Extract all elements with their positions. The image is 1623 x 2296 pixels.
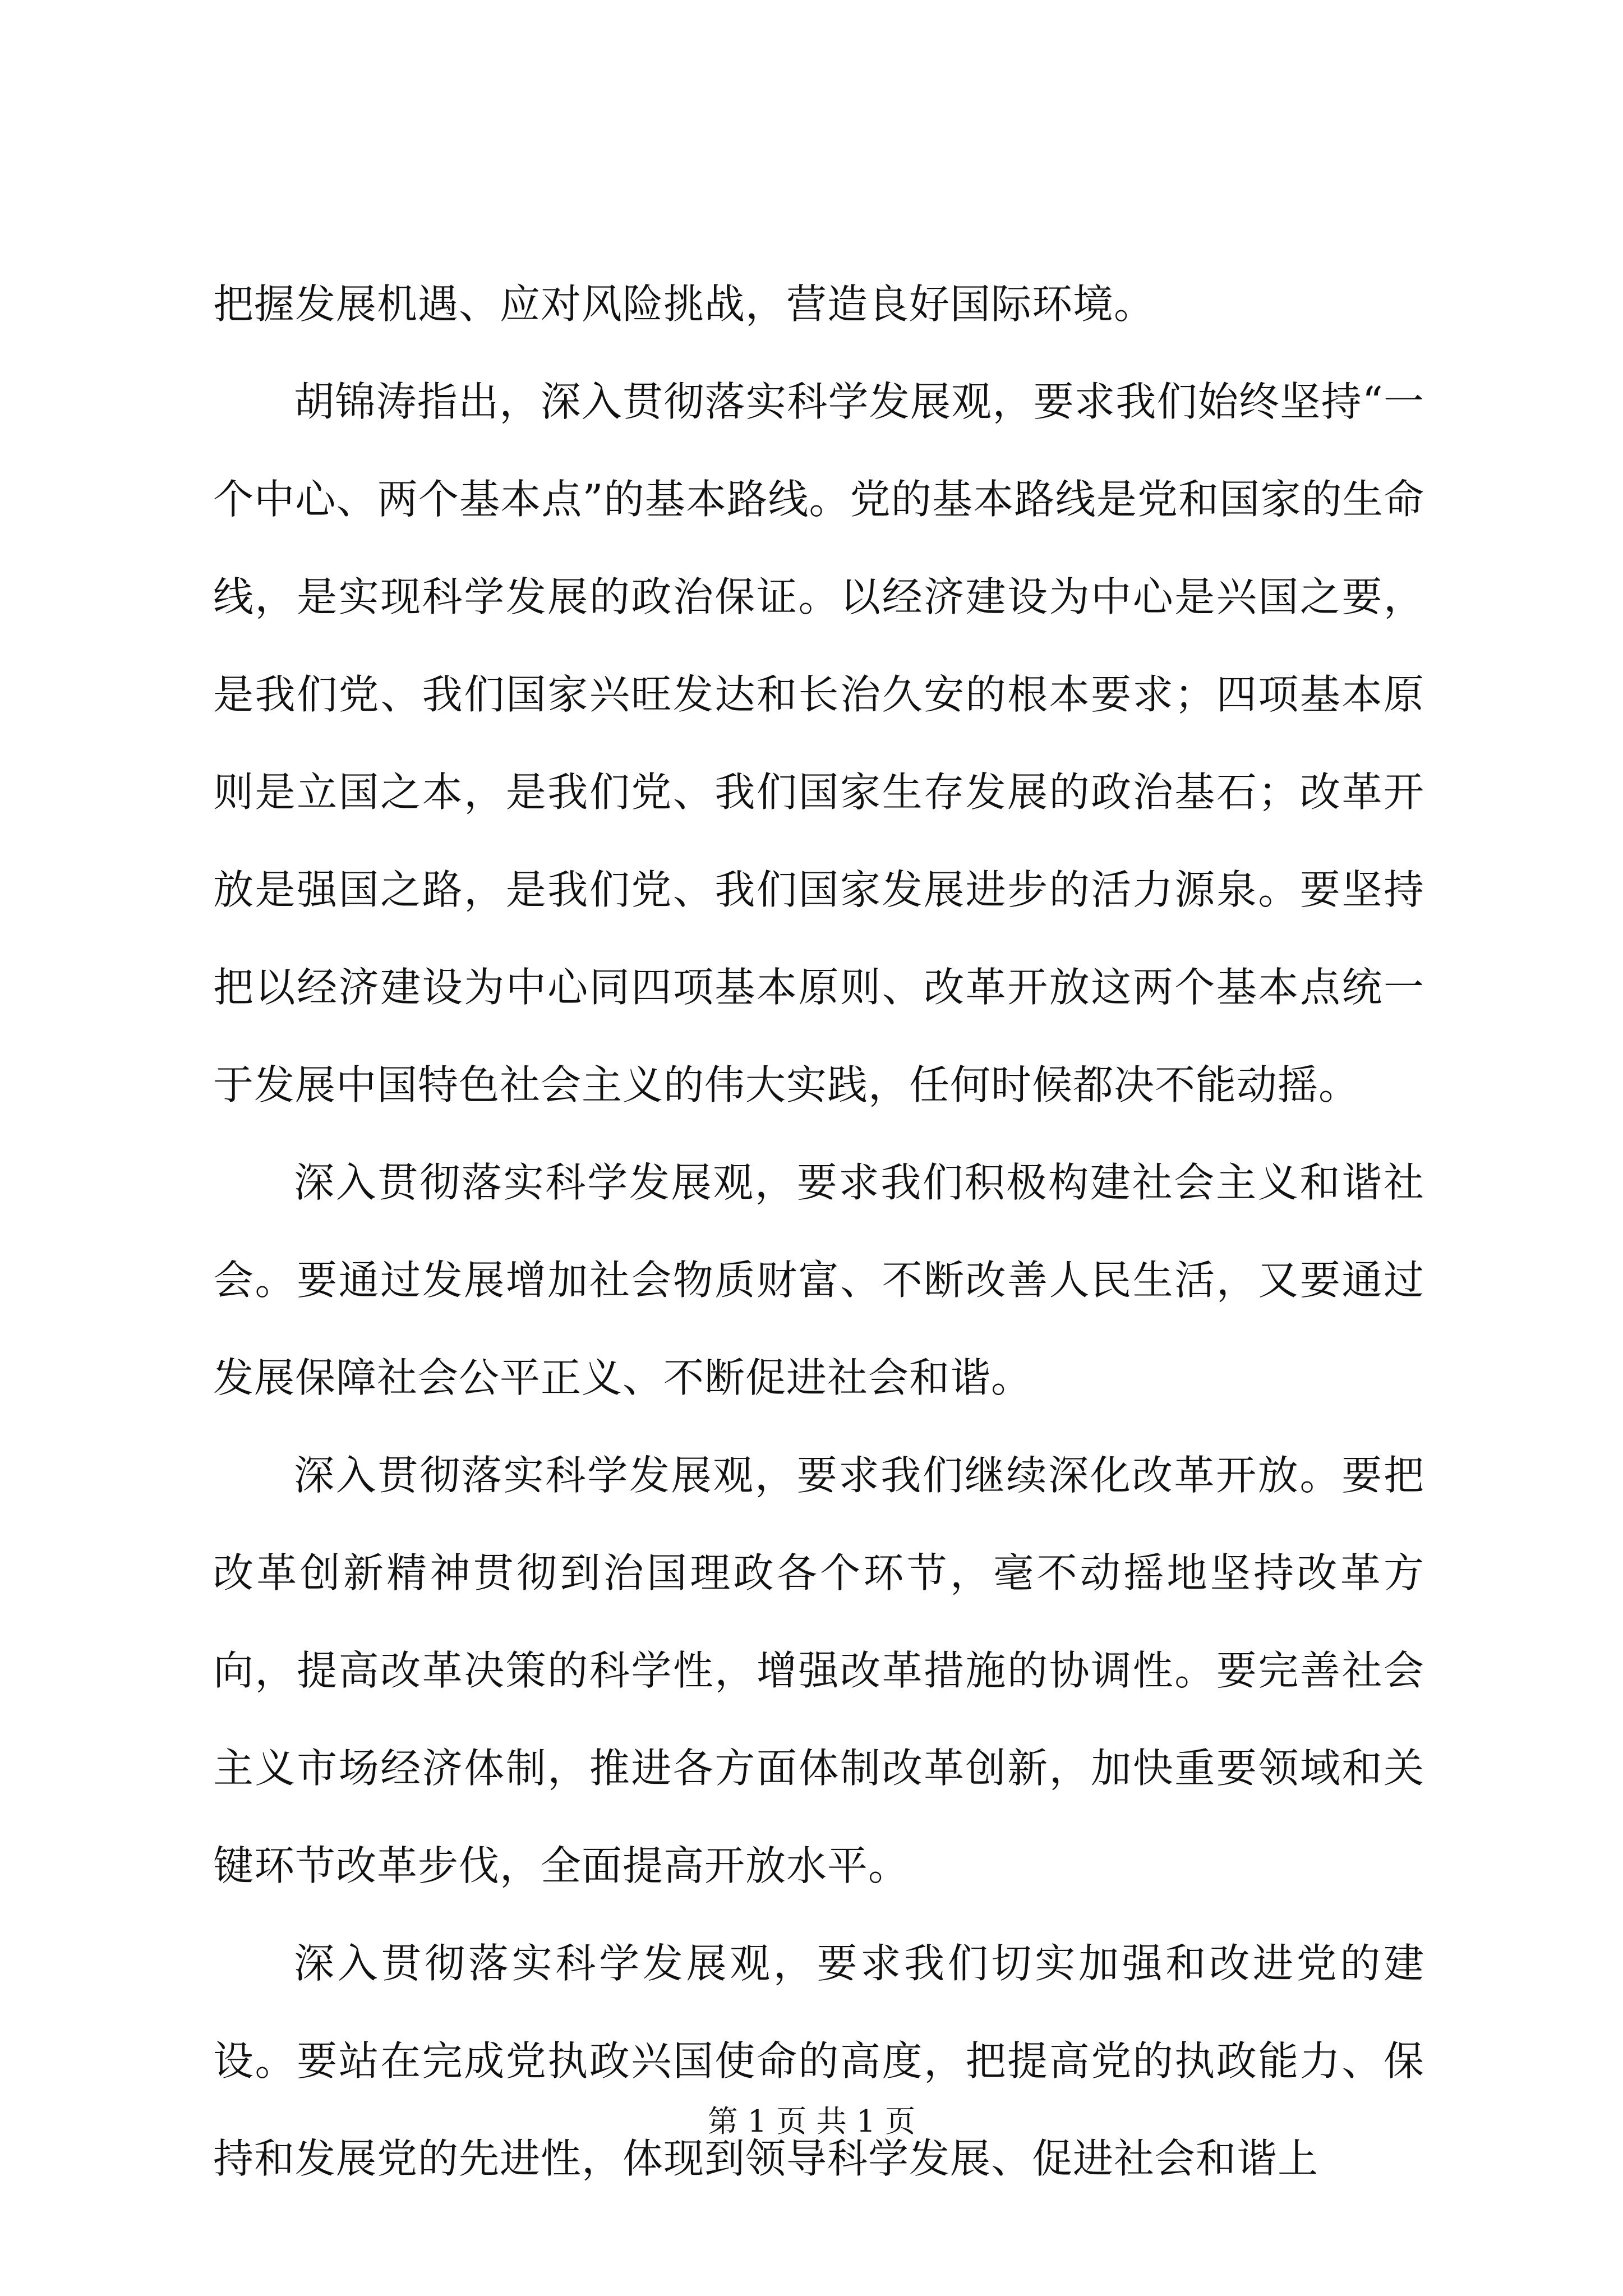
paragraph-3: 深入贯彻落实科学发展观，要求我们积极构建社会主义和谐社会。要通过发展增加社会物质财富、不断改善人民生活，又要通过发展保障社会公平正义、不断促进社会和谐。 <box>213 1159 1424 1401</box>
paragraph-2: 胡锦涛指出，深入贯彻落实科学发展观，要求我们始终坚持“一个中心、两个基本点”的基本路线。党的基本路线是党和国家的生命线，是实现科学发展的政治保证。以经济建设为中心是兴国之要，是我们党、我们国家兴旺发达和长治久安的根本要求；四项基本原则是立国之本，是我们党、我们国家生存发展的政治基石；改革开放是强国之路，是我们党、我们国家发展进步的活力源泉。要坚持把以经济建设为中心同四项基本原则、改革开放这两个基本点统一于发展中国特色社会主义的伟大实践，任何时候都决不能动摇。 <box>213 378 1424 1108</box>
paragraph-4: 深入贯彻落实科学发展观，要求我们继续深化改革开放。要把改革创新精神贯彻到治国理政各个环节，毫不动摇地坚持改革方向，提高改革决策的科学性，增强改革措施的协调性。要完善社会主义市场经济体制，推进各方面体制改革创新，加快重要领域和关键环节改革步伐，全面提高开放水平。 <box>213 1452 1424 1889</box>
document-body <box>213 255 1424 2207</box>
paragraph-5: 深入贯彻落实科学发展观，要求我们切实加强和改进党的建设。要站在完成党执政兴国使命的高度，把提高党的执政能力、保持和发展党的先进性，体现到领导科学发展、促进社会和谐上 <box>213 1940 1424 2182</box>
page-footer: 第 1 页 共 1 页 <box>707 2104 916 2139</box>
paragraph-1: 把握发展机遇、应对风险挑战，营造良好国际环境。 <box>213 280 1155 328</box>
